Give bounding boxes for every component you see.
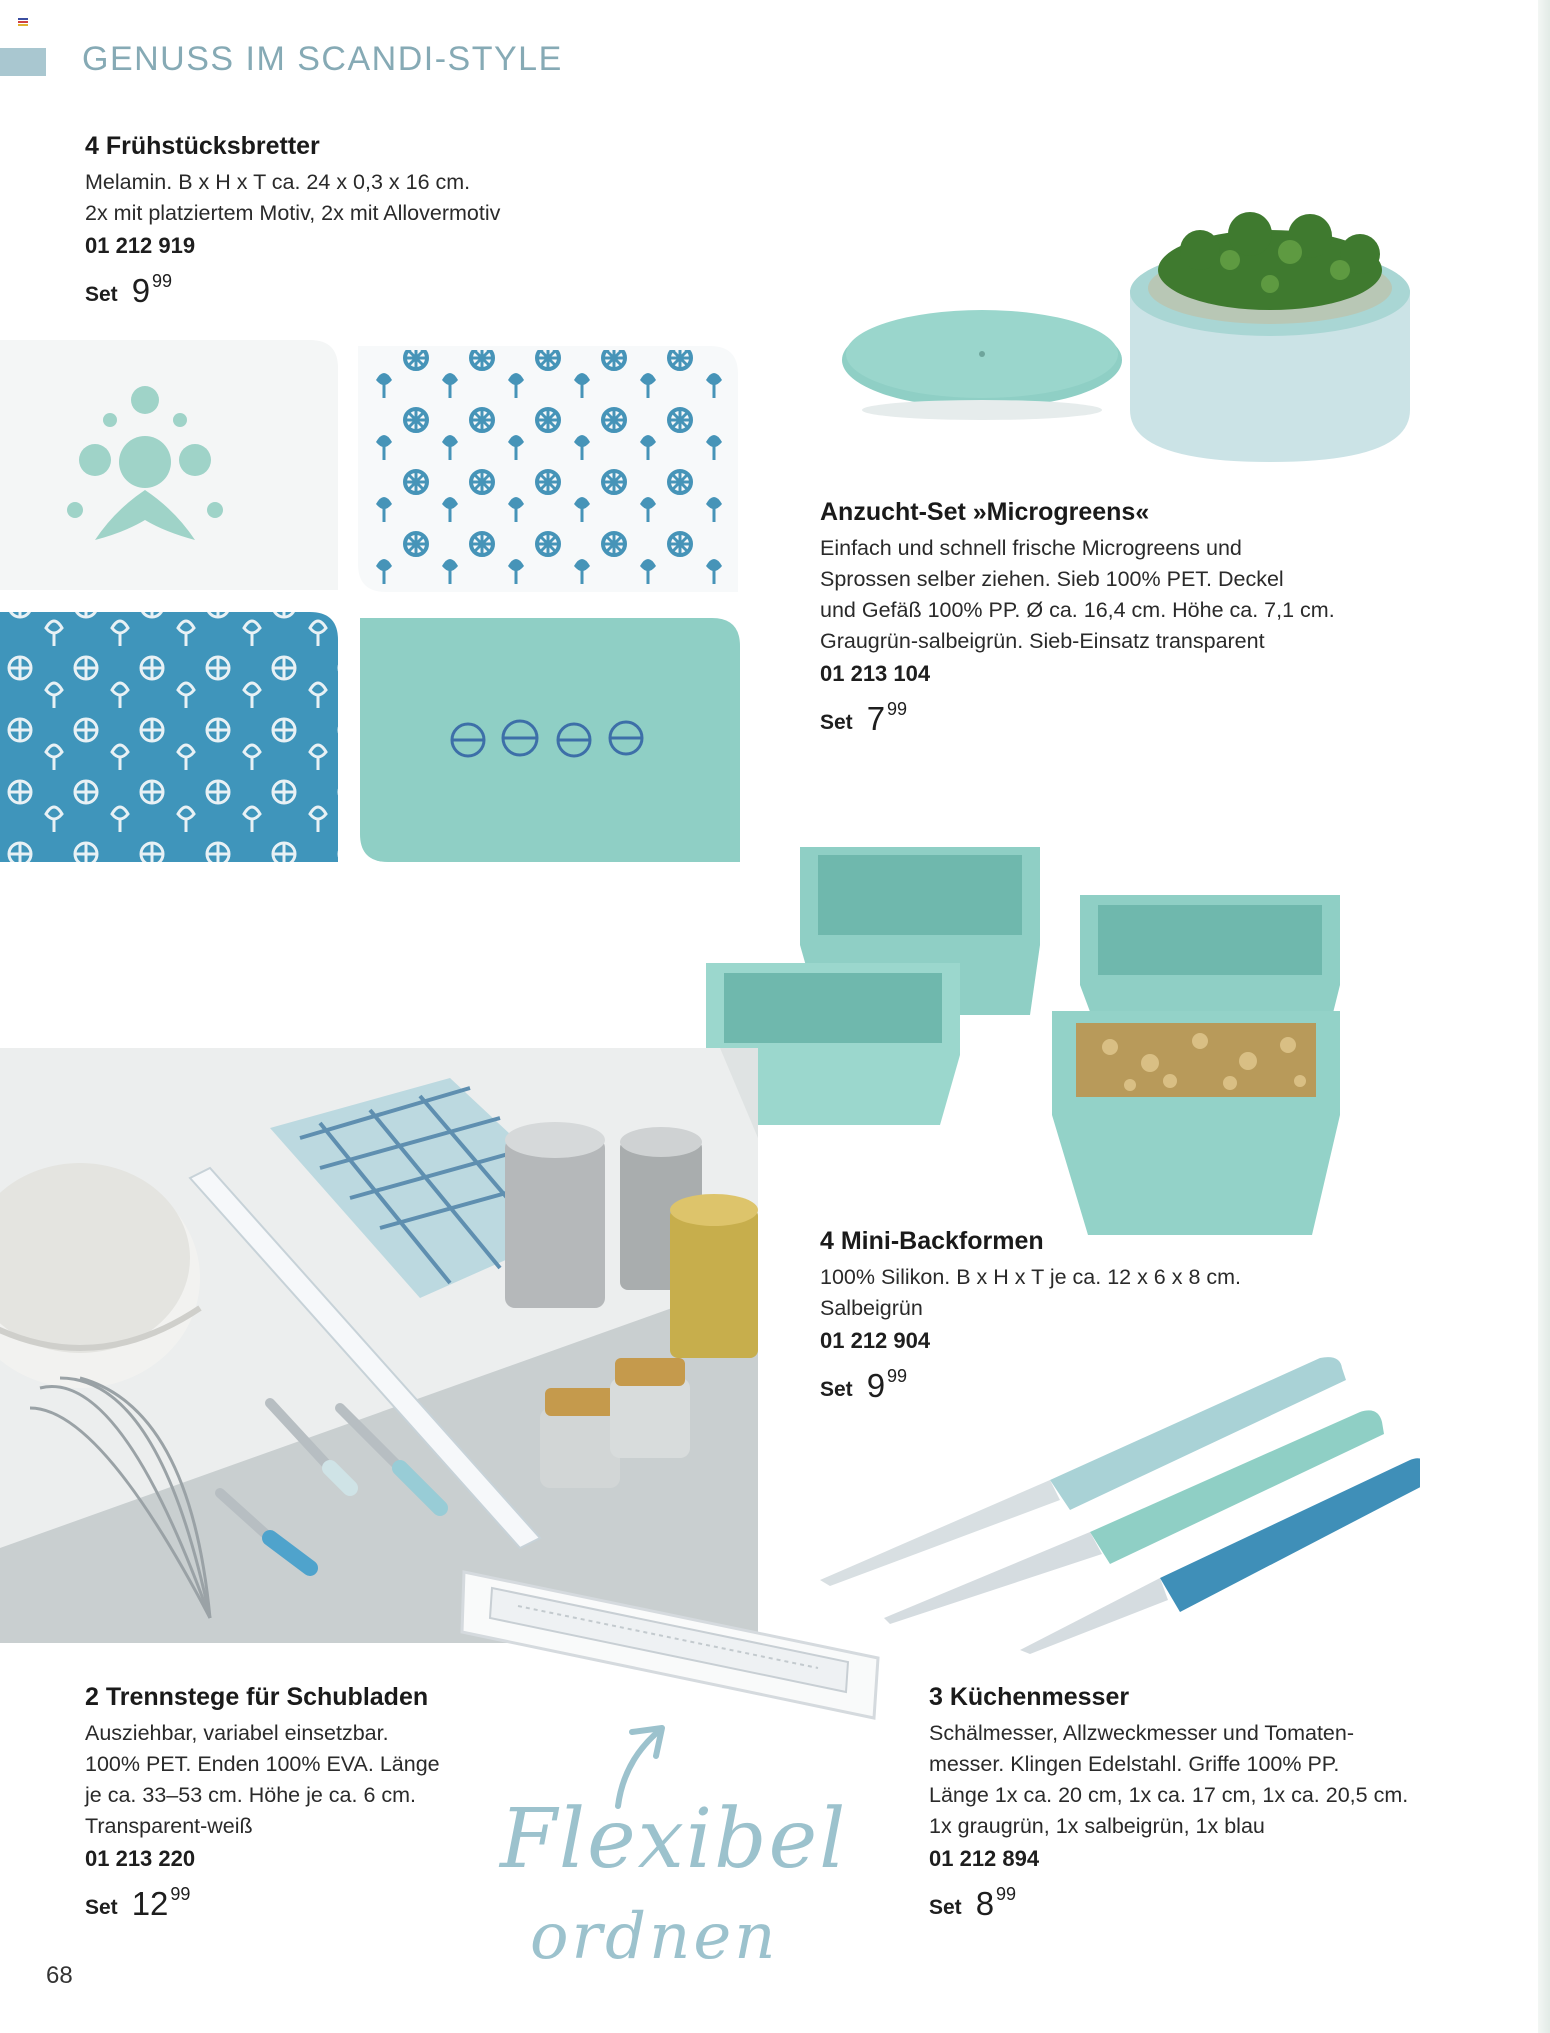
drawer-organizer-photo <box>0 1048 758 1643</box>
product-desc-line: Salbeigrün <box>820 1296 923 1320</box>
mini-baking-forms-image <box>700 835 1360 1255</box>
price-cent: 99 <box>996 1884 1017 1904</box>
product-desc-line: Einfach und schnell frische Microgreens und <box>820 536 1242 560</box>
microgreens-set-image <box>830 200 1430 470</box>
price-set-label: Set <box>820 1378 853 1401</box>
product-title: 4 Mini-Backformen <box>820 1227 1044 1255</box>
price-set-label: Set <box>820 711 853 734</box>
product-desc-line: 2x mit platziertem Motiv, 2x mit Allovermotiv <box>85 201 501 225</box>
product-kitchen-knives <box>929 1683 1509 1924</box>
price-euro: 12 <box>131 1885 169 1922</box>
slogan-line-1: Flexibel <box>500 1792 848 1887</box>
price-tag <box>929 1884 1509 1924</box>
product-breakfast-boards <box>85 132 605 311</box>
article-number: 01 213 104 <box>820 661 931 686</box>
price-euro: 7 <box>866 700 886 737</box>
kitchen-knives-image <box>820 1350 1420 1660</box>
page-number: 68 <box>46 1962 73 1989</box>
price-tag <box>820 699 1420 739</box>
product-microgreens <box>820 498 1420 739</box>
product-title: 4 Frühstücksbretter <box>85 132 320 160</box>
price-euro: 9 <box>131 272 151 309</box>
section-title: GENUSS IM SCANDI-STYLE <box>82 40 563 78</box>
product-desc-line: 1x graugrün, 1x salbeigrün, 1x blau <box>929 1814 1265 1838</box>
article-number: 01 212 904 <box>820 1328 931 1353</box>
price-cent: 99 <box>887 1366 908 1386</box>
page-edge <box>1538 0 1550 2033</box>
article-number: 01 212 894 <box>929 1846 1040 1871</box>
price-cent: 99 <box>170 1884 191 1904</box>
slogan-line-2: ordnen <box>530 1900 779 1974</box>
price-cent: 99 <box>152 271 173 291</box>
product-title: 3 Küchenmesser <box>929 1683 1130 1711</box>
price-set-label: Set <box>929 1896 962 1919</box>
product-desc-line: 100% Silikon. B x H x T je ca. 12 x 6 x 8 cm. <box>820 1265 1242 1289</box>
product-desc-line: Transparent-weiß <box>85 1814 253 1838</box>
product-desc-line: Melamin. B x H x T ca. 24 x 0,3 x 16 cm. <box>85 170 471 194</box>
article-number: 01 213 220 <box>85 1846 196 1871</box>
price-euro: 8 <box>975 1885 995 1922</box>
price-euro: 9 <box>866 1367 886 1404</box>
article-number: 01 212 919 <box>85 233 196 258</box>
product-title: Anzucht-Set »Microgreens« <box>820 498 1150 526</box>
product-drawer-dividers <box>85 1683 505 1924</box>
product-desc-line: Sprossen selber ziehen. Sieb 100% PET. Deckel <box>820 567 1284 591</box>
header-accent-bar <box>0 48 46 76</box>
product-desc-line: Graugrün-salbeigrün. Sieb-Einsatz transparent <box>820 629 1265 653</box>
product-desc-line: Schälmesser, Allzweckmesser und Tomaten- <box>929 1721 1355 1745</box>
product-desc-line: messer. Klingen Edelstahl. Griffe 100% PP. <box>929 1752 1340 1776</box>
product-desc-line: Ausziehbar, variabel einsetzbar. <box>85 1721 389 1745</box>
flag-mark <box>18 18 28 26</box>
product-desc-line: 100% PET. Enden 100% EVA. Länge <box>85 1752 440 1776</box>
price-tag <box>85 271 605 311</box>
product-desc-line: und Gefäß 100% PP. Ø ca. 16,4 cm. Höhe ca. 7,1 cm. <box>820 598 1335 622</box>
product-desc-line: je ca. 33–53 cm. Höhe je ca. 6 cm. <box>85 1783 417 1807</box>
price-set-label: Set <box>85 283 118 306</box>
price-set-label: Set <box>85 1896 118 1919</box>
price-cent: 99 <box>887 699 908 719</box>
product-desc-line: Länge 1x ca. 20 cm, 1x ca. 17 cm, 1x ca. 20,5 cm. <box>929 1783 1409 1807</box>
product-title: 2 Trennstege für Schubladen <box>85 1683 429 1711</box>
breakfast-boards-image <box>0 340 745 870</box>
price-tag <box>85 1884 505 1924</box>
